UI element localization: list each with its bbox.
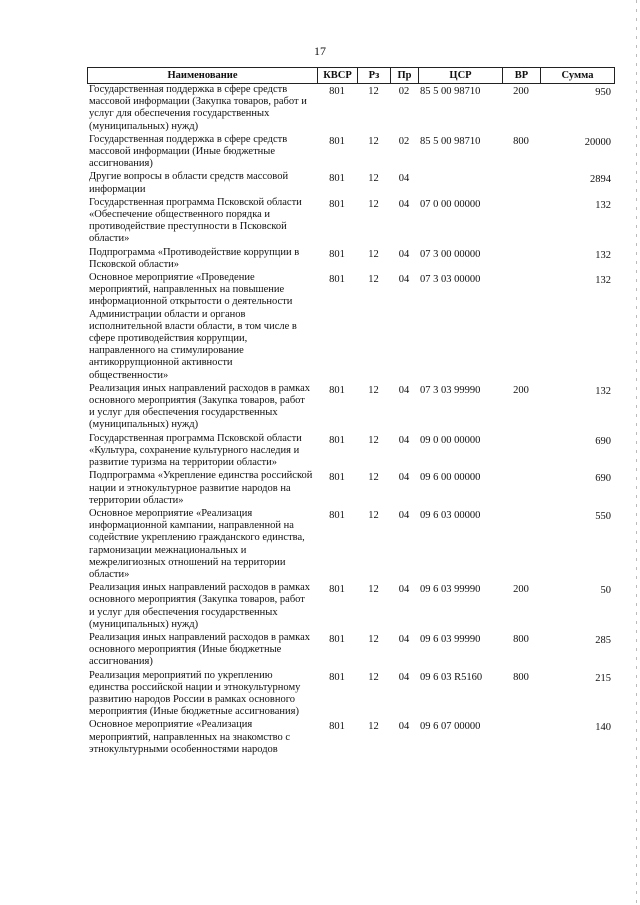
row-name: Подпрограмма «Противодействие коррупции в Псковской области» — [89, 246, 300, 270]
row-vr — [502, 197, 540, 246]
row-name: Другие вопросы в области средств массовой информации — [89, 171, 289, 195]
row-pr: 04 — [398, 633, 410, 645]
row-pr: 04 — [398, 173, 410, 185]
row-kvsr: 801 — [329, 198, 345, 210]
row-rz: 12 — [368, 472, 379, 484]
row-csr: 09 0 00 00000 — [420, 434, 481, 446]
row-pr: 02 — [398, 86, 410, 97]
row-rz: 12 — [368, 434, 379, 446]
row-vr — [502, 719, 540, 756]
row-name: Реализация иных направлений расходов в рамках основного мероприятия (Закупка товаров, работ и услуг для обеспечения государственных (муниципальных) нужд) — [89, 382, 311, 431]
row-pr: 04 — [398, 472, 410, 484]
row-kvsr: 801 — [329, 472, 345, 484]
row-sum: 132 — [595, 199, 611, 211]
row-rz: 12 — [368, 248, 379, 260]
row-kvsr: 801 — [329, 584, 345, 596]
table-row — [87, 134, 615, 171]
row-rz: 12 — [368, 509, 379, 521]
row-rz: 12 — [368, 198, 379, 210]
row-kvsr: 801 — [329, 173, 345, 185]
header-pr: Пр — [390, 68, 418, 83]
row-pr: 04 — [398, 509, 410, 521]
row-kvsr: 801 — [329, 633, 345, 645]
header-kvsr: КВСР — [317, 68, 357, 83]
row-name: Подпрограмма «Укрепление единства российской нации и этнокультурное развитие народов на территории области» — [89, 470, 313, 506]
scan-margin-line — [636, 0, 637, 905]
row-csr: 09 6 00 00000 — [420, 472, 481, 484]
row-kvsr: 801 — [329, 248, 345, 260]
row-csr: 09 6 03 R5160 — [420, 671, 483, 683]
row-name: Основное мероприятие «Реализация информационной кампании, направленной на содействие укреплению гражданского единства, гармонизации межнациональных и межрелигиозных отношений на территории области» — [89, 507, 305, 580]
row-csr: 07 3 00 00000 — [420, 248, 481, 260]
row-rz: 12 — [368, 173, 379, 185]
row-csr: 07 3 03 00000 — [420, 274, 481, 286]
row-pr: 04 — [398, 248, 410, 260]
table-row — [87, 247, 615, 271]
row-csr: 09 6 03 99990 — [420, 633, 481, 645]
table-row — [87, 470, 615, 507]
row-pr: 04 — [398, 584, 410, 596]
row-sum: 2894 — [590, 174, 611, 186]
row-sum: 215 — [595, 672, 611, 684]
row-kvsr: 801 — [329, 671, 345, 683]
table-row — [87, 632, 615, 669]
row-vr: 200 — [513, 384, 529, 396]
row-name: Реализация иных направлений расходов в рамках основного мероприятия (Иные бюджетные ассигнования) — [89, 631, 311, 668]
row-vr — [502, 272, 540, 382]
row-vr — [502, 470, 540, 507]
table-body — [87, 84, 615, 756]
row-csr: 07 0 00 00000 — [420, 198, 481, 210]
row-rz: 12 — [368, 584, 379, 596]
row-name: Основное мероприятие «Проведение мероприятий, направленных на повышение информационной открытости о деятельности Администрации области и органов исполнительной власти области, в том числе в сфере противодействия коррупции, направленного на стимулирование антикоррупционной активности общественности» — [89, 272, 297, 381]
row-pr: 04 — [398, 384, 410, 396]
row-name: Реализация мероприятий по укреплению единства российской нации и этнокультурному развитию народов России в рамках основного мероприятия (Иные бюджетные ассигнования) — [89, 669, 301, 718]
header-sum: Сумма — [540, 68, 615, 83]
row-csr: 09 6 03 99990 — [420, 584, 481, 596]
row-name: Основное мероприятие «Реализация мероприятий, направленных на знакомство с этнокультурными особенностями народов — [89, 719, 291, 755]
row-vr: 800 — [513, 633, 529, 645]
table-row — [87, 670, 615, 719]
row-rz: 12 — [368, 671, 379, 683]
row-vr — [502, 171, 540, 195]
row-kvsr: 801 — [329, 509, 345, 521]
row-kvsr: 801 — [329, 384, 345, 396]
row-kvsr: 801 — [329, 86, 345, 97]
table-row — [87, 719, 615, 756]
row-rz: 12 — [368, 633, 379, 645]
row-vr: 800 — [513, 671, 529, 683]
row-sum: 132 — [595, 275, 611, 287]
row-vr: 200 — [513, 584, 529, 596]
table-row — [87, 582, 615, 631]
row-name: Реализация иных направлений расходов в рамках основного мероприятия (Закупка товаров, работ и услуг для обеспечения государственных (муниципальных) нужд) — [89, 582, 311, 630]
header-vr: ВР — [502, 68, 540, 83]
row-pr: 04 — [398, 274, 410, 286]
row-sum: 140 — [595, 722, 611, 734]
row-pr: 04 — [398, 198, 410, 210]
row-vr — [502, 433, 540, 470]
row-vr — [502, 508, 540, 581]
header-name: Наименование — [87, 68, 317, 83]
row-kvsr: 801 — [329, 434, 345, 446]
row-rz: 12 — [368, 274, 379, 286]
row-pr: 04 — [398, 434, 410, 446]
row-vr: 200 — [513, 86, 529, 97]
row-rz: 12 — [368, 384, 379, 396]
table-row — [87, 197, 615, 246]
row-sum: 690 — [595, 435, 611, 447]
row-name: Государственная программа Псковской области «Обеспечение общественного порядка и противодействие преступности в Псковской области» — [89, 196, 302, 245]
row-pr: 04 — [398, 671, 410, 683]
row-csr: 85 5 00 98710 — [420, 86, 481, 97]
row-csr: 85 5 00 98710 — [420, 135, 481, 147]
table-row — [87, 433, 615, 470]
row-sum: 550 — [595, 510, 611, 522]
row-rz: 12 — [368, 135, 379, 147]
row-vr — [502, 247, 540, 271]
row-kvsr: 801 — [329, 721, 345, 733]
row-name: Государственная поддержка в сфере средств массовой информации (Закупка товаров, работ и услуг для обеспечения государственных (муниципальных) нужд) — [89, 84, 307, 132]
table-row — [87, 171, 615, 195]
header-csr: ЦСР — [418, 68, 502, 83]
row-sum: 690 — [595, 473, 611, 485]
row-csr: 07 3 03 99990 — [420, 384, 481, 396]
budget-table — [87, 67, 615, 757]
row-sum: 285 — [595, 634, 611, 646]
row-pr: 02 — [398, 135, 410, 147]
page-number: 17 — [314, 44, 326, 58]
table-row — [87, 383, 615, 432]
table-row — [87, 508, 615, 581]
row-sum: 20000 — [584, 136, 611, 148]
row-name: Государственная программа Псковской области «Культура, сохранение культурного наследия и развитие туризма на территории области» — [89, 432, 302, 469]
header-rz: Рз — [357, 68, 390, 83]
table-header — [87, 67, 615, 84]
table-row — [87, 272, 615, 382]
row-rz: 12 — [368, 721, 379, 733]
row-rz: 12 — [368, 86, 379, 97]
row-vr: 800 — [513, 135, 529, 147]
row-name: Государственная поддержка в сфере средств массовой информации (Иные бюджетные ассигнования) — [89, 133, 288, 170]
row-sum: 132 — [595, 385, 611, 397]
row-csr — [418, 171, 502, 195]
row-pr: 04 — [398, 721, 410, 733]
row-sum: 50 — [600, 585, 611, 597]
row-kvsr: 801 — [329, 274, 345, 286]
row-sum: 950 — [595, 87, 611, 98]
row-sum: 132 — [595, 249, 611, 261]
row-csr: 09 6 03 00000 — [420, 509, 481, 521]
row-csr: 09 6 07 00000 — [420, 721, 481, 733]
table-row — [87, 84, 615, 133]
row-kvsr: 801 — [329, 135, 345, 147]
